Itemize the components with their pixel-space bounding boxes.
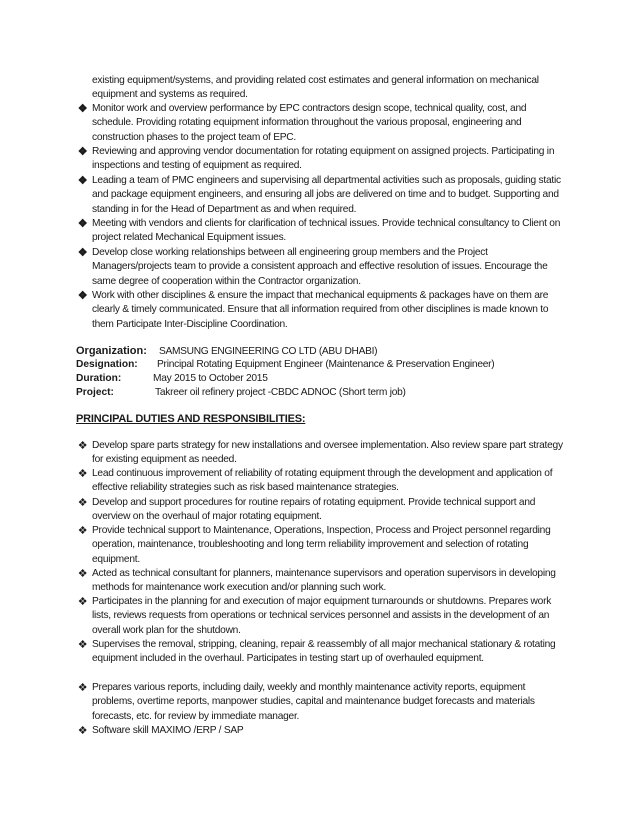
designation-value: Principal Rotating Equipment Engineer (Maintenance & Preservation Engineer) — [157, 359, 495, 370]
list-item — [76, 567, 564, 596]
list-item — [76, 217, 564, 246]
diamond-bullet-icon: ❖ — [77, 218, 88, 230]
list-item — [76, 524, 564, 567]
diamond-bullet-icon: ❖ — [77, 525, 88, 537]
list-item — [76, 439, 564, 468]
diamond-bullet-icon: ❖ — [77, 596, 88, 608]
duties-heading: PRINCIPAL DUTIES AND RESPONSIBILITIES: — [76, 413, 306, 425]
diamond-bullet-icon: ❖ — [77, 568, 88, 580]
list-item-text: Reviewing and approving vendor documentation for rotating equipment on assigned projects. Participating in inspections and testing of equipment as required. — [92, 146, 555, 172]
list-item-text: Participates in the planning for and execution of major equipment turnarounds or shutdowns. Prepares work lists, reviews requests from operations or technical services personnel and assists in the development of an overall work plan for the shutdown. — [92, 596, 552, 636]
list-item-text: Develop and support procedures for routine repairs of rotating equipment. Provide technical support and overview on the overhaul of major rotating equipment. — [92, 497, 536, 523]
list-item — [76, 595, 564, 638]
list-item — [76, 246, 564, 289]
list-item — [76, 145, 564, 174]
diamond-bullet-icon: ❖ — [77, 290, 88, 302]
list-item — [76, 724, 564, 738]
list-item — [76, 681, 564, 724]
list-item-text: Acted as technical consultant for planners, maintenance supervisors and operation supervisors in developing methods for maintenance work execution and/or planning such work. — [92, 568, 556, 594]
organization-label: Organization: — [76, 345, 147, 357]
project-label: Project: — [76, 387, 114, 398]
list-item-text: Prepares various reports, including daily, weekly and monthly maintenance activity reports, equipment problems, overtime reports, manpower studies, capital and maintenance budget forecasts and materials forecasts, etc. for review by immediate manager. — [92, 682, 535, 722]
list-item-text: Supervises the removal, stripping, cleaning, repair & reassembly of all major mechanical stationary & rotating equipment included in the overhaul. Participates in testing start up of overhauled equipment. — [92, 639, 556, 665]
diamond-bullet-icon: ❖ — [77, 103, 88, 115]
continuation-text: existing equipment/systems, and providing related cost estimates and general information on mechanical equipment and systems as required. — [92, 75, 539, 101]
list-item-text: Develop spare parts strategy for new installations and oversee implementation. Also review spare part strategy for existing equipment as needed. — [92, 440, 563, 466]
project-value: Takreer oil refinery project -CBDC ADNOC (Short term job) — [155, 387, 406, 398]
diamond-bullet-icon: ❖ — [77, 440, 88, 452]
duration-value: May 2015 to October 2015 — [153, 373, 268, 384]
diamond-bullet-icon: ❖ — [77, 497, 88, 509]
list-item — [76, 496, 564, 525]
list-item-text: Provide technical support to Maintenance, Operations, Inspection, Process and Project personnel regarding operation, maintenance, troubleshooting and long term reliability improvement and selection of rotating equipment. — [92, 525, 551, 565]
duration-label: Duration: — [76, 373, 122, 384]
list-item-text: Software skill MAXIMO /ERP / SAP — [92, 725, 244, 736]
diamond-bullet-icon: ❖ — [77, 175, 88, 187]
diamond-bullet-icon: ❖ — [77, 247, 88, 259]
diamond-bullet-icon: ❖ — [77, 639, 88, 651]
diamond-bullet-icon: ❖ — [77, 725, 88, 737]
list-item — [76, 467, 564, 496]
list-item-text: Monitor work and overview performance by EPC contractors design scope, technical quality, cost, and schedule. Providing rotating equipment information throughout the various proposal, engineering and construction phases to the project team of EPC. — [92, 103, 527, 143]
list-item-text: Work with other disciplines & ensure the impact that mechanical equipments & packages have on them are clearly & timely communicated. Ensure that all information required from other disciplines is made known to them Participate Inter-Discipline Coordination. — [92, 290, 549, 330]
list-item-text: Meeting with vendors and clients for clarification of technical issues. Provide technical consultancy to Client on project related Mechanical Equipment issues. — [92, 218, 561, 244]
diamond-bullet-icon: ❖ — [77, 146, 88, 158]
list-item-text: Leading a team of PMC engineers and supervising all departmental activities such as proposals, guiding static and package equipment engineers, and ensuring all jobs are delivered on time and to budget. Supporting and standing in for the Head of Department as and when required. — [92, 175, 561, 215]
diamond-bullet-icon: ❖ — [77, 468, 88, 480]
list-item-text: Lead continuous improvement of reliability of rotating equipment through the development and application of effective reliability strategies such as risk based maintenance strategies. — [92, 468, 553, 494]
diamond-bullet-icon: ❖ — [77, 682, 88, 694]
list-item — [76, 102, 564, 145]
list-item — [76, 289, 564, 332]
organization-value: SAMSUNG ENGINEERING CO LTD (ABU DHABI) — [159, 346, 378, 357]
list-item-text: Develop close working relationships between all engineering group members and the Project Managers/projects team to provide a consistent approach and effective resolution of issues. Encourage the same degree of cooperation within the Contractor organization. — [92, 247, 548, 287]
designation-label: Designation: — [76, 359, 138, 370]
list-item — [76, 638, 564, 667]
list-item — [76, 174, 564, 217]
